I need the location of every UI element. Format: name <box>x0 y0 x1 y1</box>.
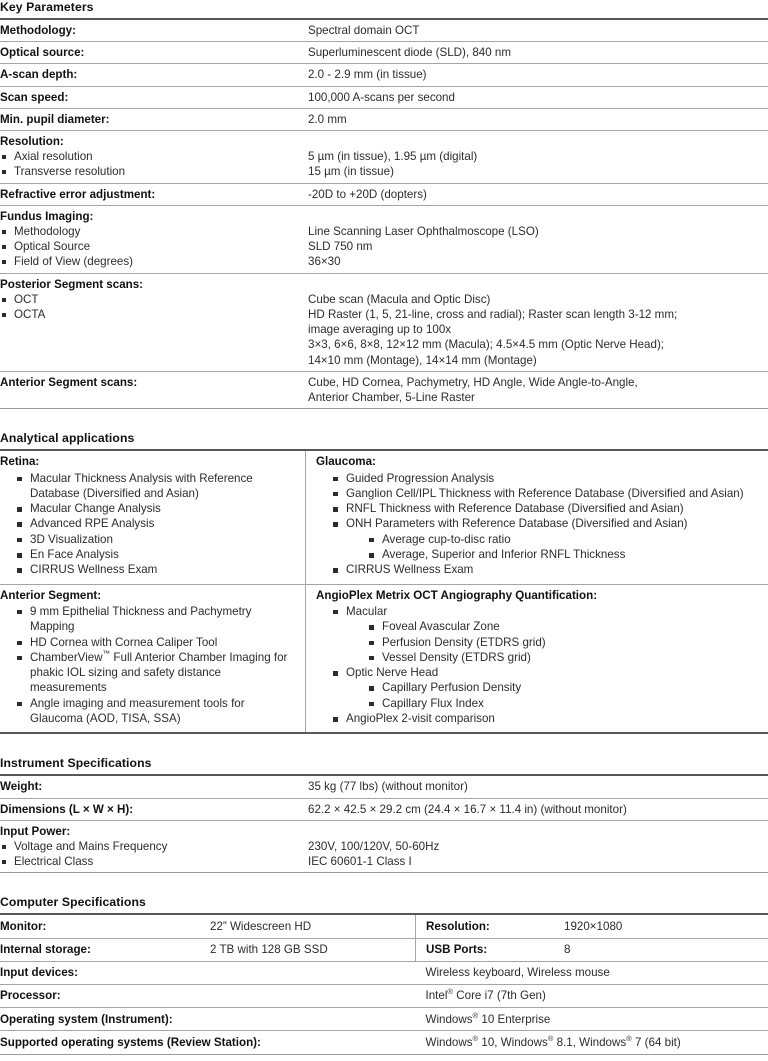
list-item-text: Optic Nerve Head <box>346 666 439 680</box>
list-item <box>332 604 768 665</box>
table-row <box>0 64 768 86</box>
row-label: Posterior Segment scans: <box>0 277 144 291</box>
section-bottom-rule <box>0 1054 768 1055</box>
list-item: OCT <box>0 292 308 307</box>
row-label: Monitor: <box>0 919 47 933</box>
row-label: Resolution: <box>416 915 565 938</box>
anterior-segment-list <box>0 604 295 726</box>
row-value: 8 <box>564 938 768 961</box>
section-gap <box>0 873 768 895</box>
table-row <box>0 961 768 984</box>
section-gap <box>0 409 768 431</box>
list-item: Advanced RPE Analysis <box>16 516 295 531</box>
row-value-group <box>308 820 768 872</box>
list-item: HD Cornea with Cornea Caliper Tool <box>16 635 295 650</box>
sub-label-list <box>0 292 308 322</box>
table-row <box>0 776 768 798</box>
list-item: Macular Change Analysis <box>16 501 295 516</box>
row-value: SLD 750 nm <box>308 240 373 254</box>
row-value: 62.2 × 42.5 × 29.2 cm (24.4 × 16.7 × 11.4 in) (without monitor) <box>308 798 768 820</box>
row-value: 15 µm (in tissue) <box>308 165 394 179</box>
row-label: Methodology: <box>0 24 76 37</box>
row-value: Cube, HD Cornea, Pachymetry, HD Angle, Wide Angle-to-Angle, <box>308 375 638 389</box>
list-item: Vessel Density (ETDRS grid) <box>368 650 768 665</box>
row-value: 100,000 A-scans per second <box>308 86 768 108</box>
row-value: 35 kg (77 lbs) (without monitor) <box>308 780 468 794</box>
angioplex-list <box>316 604 768 726</box>
list-item: CIRRUS Wellness Exam <box>16 562 295 577</box>
row-label: Resolution: <box>0 135 64 149</box>
row-label: Anterior Segment scans: <box>0 371 308 408</box>
list-item: Field of View (degrees) <box>0 254 308 269</box>
section-computer-specifications <box>0 895 768 1054</box>
list-item: Optical Source <box>0 239 308 254</box>
retina-list <box>0 471 295 578</box>
row-value: 230V, 100/120V, 50-60Hz <box>308 839 440 853</box>
table-row <box>0 371 768 408</box>
row-value: IEC 60601-1 Class I <box>308 855 412 869</box>
table-row <box>0 1008 768 1031</box>
row-label: Processor: <box>0 984 416 1007</box>
list-item: CIRRUS Wellness Exam <box>332 562 768 577</box>
row-value: HD Raster (1, 5, 21-line, cross and radial); Raster scan length 3-12 mm; <box>308 308 678 322</box>
row-label: Optical source: <box>0 42 308 64</box>
table-row <box>0 131 768 184</box>
list-item: Ganglion Cell/IPL Thickness with Reference Database (Diversified and Asian) <box>332 486 768 501</box>
row-value: 5 µm (in tissue), 1.95 µm (digital) <box>308 150 478 164</box>
row-label: Input devices: <box>0 961 416 984</box>
row-label: Internal storage: <box>0 938 210 961</box>
angioplex-cell <box>306 584 768 732</box>
row-value: Windows® 10, Windows® 8.1, Windows® 7 (64 bit) <box>416 1031 768 1054</box>
list-item: 9 mm Epithelial Thickness and Pachymetry Mapping <box>16 604 295 635</box>
row-label: Input Power: <box>0 824 71 838</box>
list-item: AngioPlex 2-visit comparison <box>332 711 768 726</box>
row-value-group <box>308 131 768 184</box>
row-value: 36×30 <box>308 255 341 269</box>
key-parameters-table <box>0 20 768 408</box>
row-value: Spectral domain OCT <box>308 24 420 37</box>
table-row <box>0 1031 768 1054</box>
sub-label-list <box>0 839 308 869</box>
row-value: image averaging up to 100x <box>308 323 452 337</box>
list-item-text: ONH Parameters with Reference Database (Diversified and Asian) <box>346 517 688 531</box>
table-row <box>0 86 768 108</box>
table-row <box>0 584 768 732</box>
category-title: AngioPlex Metrix OCT Angiography Quantification: <box>316 588 598 602</box>
row-value: Superluminescent diode (SLD), 840 nm <box>308 42 768 64</box>
row-value-group <box>308 371 768 408</box>
row-value: 1920×1080 <box>564 919 623 933</box>
anterior-segment-cell <box>0 584 306 732</box>
category-title: Glaucoma: <box>316 455 376 469</box>
row-value: 2.0 - 2.9 mm (in tissue) <box>308 64 768 86</box>
row-value: Anterior Chamber, 5-Line Raster <box>308 391 475 405</box>
row-label-group <box>0 205 308 273</box>
retina-cell <box>0 451 306 584</box>
section-key-parameters <box>0 0 768 409</box>
row-label: Weight: <box>0 780 43 794</box>
onh-angio-sublist <box>346 680 768 711</box>
table-row <box>0 820 768 872</box>
list-item: RNFL Thickness with Reference Database (Diversified and Asian) <box>332 501 768 516</box>
section-analytical-applications <box>0 431 768 734</box>
row-label: Operating system (Instrument): <box>0 1008 416 1031</box>
row-label: Refractive error adjustment: <box>0 183 308 205</box>
row-value: 14×10 mm (Montage), 14×14 mm (Montage) <box>308 353 537 367</box>
list-item: 3D Visualization <box>16 532 295 547</box>
table-row <box>0 183 768 205</box>
row-value: Windows® 10 Enterprise <box>416 1008 768 1031</box>
list-item: Average, Superior and Inferior RNFL Thickness <box>368 547 768 562</box>
list-item: Average cup-to-disc ratio <box>368 532 768 547</box>
list-item <box>332 516 768 562</box>
sub-label-list <box>0 149 308 179</box>
table-row <box>0 205 768 273</box>
instrument-specifications-table <box>0 776 768 872</box>
row-label: A-scan depth: <box>0 64 308 86</box>
list-item: En Face Analysis <box>16 547 295 562</box>
row-label-group <box>0 820 308 872</box>
analytical-applications-table <box>0 451 768 732</box>
list-item: Voltage and Mains Frequency <box>0 839 308 854</box>
list-item-text: Macular <box>346 604 388 618</box>
list-item: Capillary Flux Index <box>368 696 768 711</box>
row-value: 3×3, 6×6, 8×8, 12×12 mm (Macula); 4.5×4.5 mm (Optic Nerve Head); <box>308 338 665 352</box>
computer-specifications-table <box>0 915 768 1053</box>
row-label-group <box>0 273 308 371</box>
row-label: Scan speed: <box>0 86 308 108</box>
row-label: USB Ports: <box>416 938 565 961</box>
onh-sublist <box>346 532 768 563</box>
glaucoma-cell <box>306 451 768 584</box>
list-item: Angle imaging and measurement tools for Glaucoma (AOD, TISA, SSA) <box>16 696 295 727</box>
table-row <box>0 451 768 584</box>
list-item: Electrical Class <box>0 854 308 869</box>
table-row <box>0 915 768 938</box>
table-row <box>0 938 768 961</box>
row-value: 2.0 mm <box>308 108 768 130</box>
list-item: Axial resolution <box>0 149 308 164</box>
list-item: Guided Progression Analysis <box>332 471 768 486</box>
table-row <box>0 798 768 820</box>
row-value: 22” Widescreen HD <box>210 919 312 933</box>
list-item: OCTA <box>0 307 308 322</box>
section-heading-computer-specifications: Computer Specifications <box>0 895 146 910</box>
row-label: Dimensions (L × W × H): <box>0 798 308 820</box>
list-item: Transverse resolution <box>0 164 308 179</box>
row-value: Line Scanning Laser Ophthalmoscope (LSO) <box>308 225 539 239</box>
section-instrument-specifications <box>0 756 768 873</box>
glaucoma-list <box>316 471 768 578</box>
section-gap <box>0 734 768 756</box>
row-value-group <box>308 205 768 273</box>
table-row <box>0 273 768 371</box>
table-row <box>0 20 768 42</box>
list-item: Perfusion Density (ETDRS grid) <box>368 635 768 650</box>
row-label: Supported operating systems (Review Station): <box>0 1031 416 1054</box>
list-item: Capillary Perfusion Density <box>368 680 768 695</box>
sub-label-list <box>0 224 308 270</box>
list-item: Foveal Avascular Zone <box>368 619 768 634</box>
category-title: Retina: <box>0 455 40 469</box>
category-title: Anterior Segment: <box>0 588 102 602</box>
list-item: ChamberView™ Full Anterior Chamber Imaging for phakic IOL sizing and safety distance measurements <box>16 650 295 696</box>
section-heading-analytical-applications: Analytical applications <box>0 431 135 446</box>
list-item: Macular Thickness Analysis with Reference Database (Diversified and Asian) <box>16 471 295 502</box>
list-item <box>332 665 768 711</box>
row-value-group <box>308 273 768 371</box>
list-item: Methodology <box>0 224 308 239</box>
row-label: Min. pupil diameter: <box>0 108 308 130</box>
table-row <box>0 108 768 130</box>
row-value: Intel® Core i7 (7th Gen) <box>416 984 768 1007</box>
row-value: Cube scan (Macula and Optic Disc) <box>308 292 491 306</box>
row-value: 2 TB with 128 GB SSD <box>210 938 416 961</box>
row-value: -20D to +20D (dopters) <box>308 183 768 205</box>
section-heading-instrument-specifications: Instrument Specifications <box>0 756 152 771</box>
section-heading-key-parameters: Key Parameters <box>0 0 94 14</box>
row-label-group <box>0 131 308 184</box>
table-row <box>0 984 768 1007</box>
row-value: Wireless keyboard, Wireless mouse <box>416 961 768 984</box>
row-label: Fundus Imaging: <box>0 209 94 223</box>
macular-sublist <box>346 619 768 665</box>
table-row <box>0 42 768 64</box>
